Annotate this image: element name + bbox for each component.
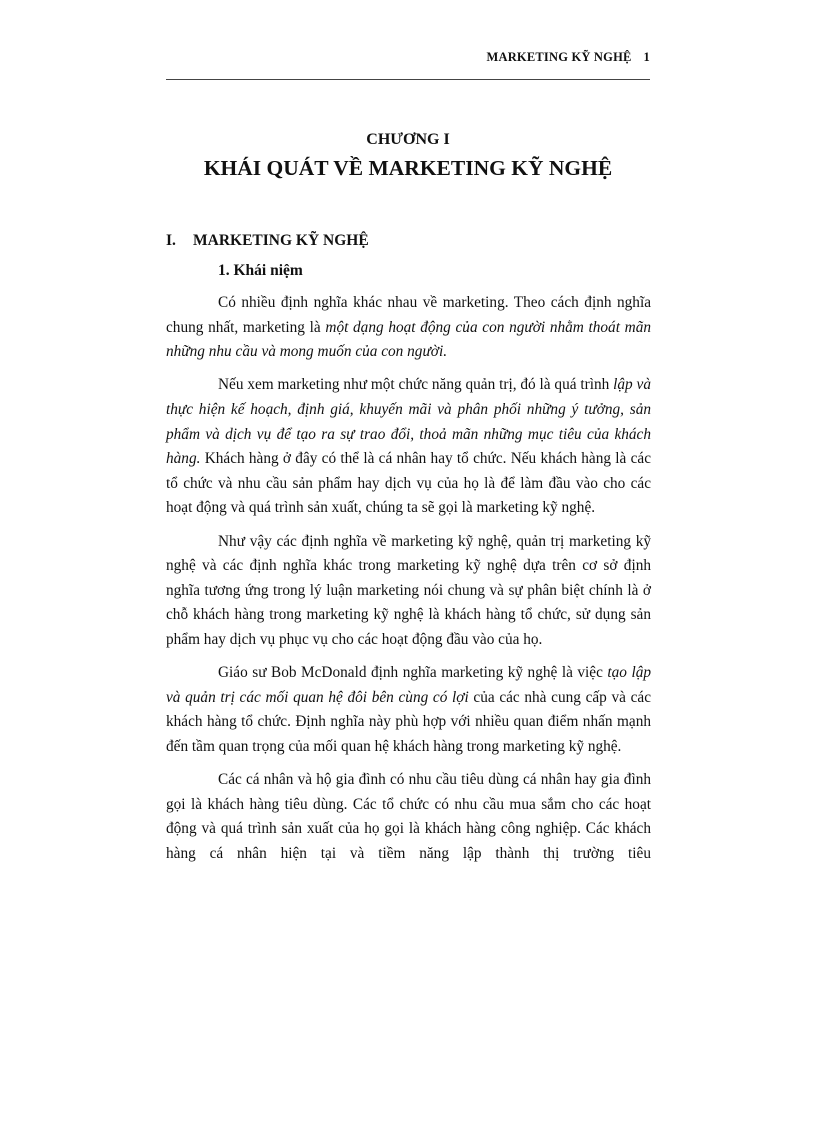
subsection-heading: 1. Khái niệm <box>218 262 303 279</box>
paragraph-5: Các cá nhân và hộ gia đình có nhu cầu tiêu dùng cá nhân hay gia đình gọi là khách hàng tiêu dùng. Các tổ chức có nhu cầu mua sắm cho các hoạt động và quá trình sản xuất của họ gọi là khách hàng công nghiệp. Các khách hàng cá nhân hiện tại và tiềm năng lập thành thị trường tiêu <box>166 771 651 862</box>
paragraph-1 <box>166 291 651 365</box>
paragraph-2-emphasis: lập và thực hiện kế hoạch, định giá, khuyến mãi và phân phối những ý tưởng, sản phẩm và dịch vụ để tạo ra sự trao đổi, thoả mãn những mục tiêu của khách hàng. <box>166 376 651 468</box>
section-heading <box>166 232 369 250</box>
chapter-title: KHÁI QUÁT VỀ MARKETING KỸ NGHỆ <box>203 156 613 180</box>
section-title: MARKETING KỸ NGHỆ <box>193 232 369 249</box>
chapter-label: CHƯƠNG I <box>366 131 450 148</box>
paragraph-4 <box>166 661 651 759</box>
paragraph-1-emphasis: một dạng hoạt động của con người nhằm thoát mãn những nhu cầu và mong muốn của con người. <box>166 318 651 361</box>
paragraph-2-tail: Khách hàng ở đây có thể là cá nhân hay tổ chức. Nếu khách hàng là các tổ chức và nhu cầu sản phẩm hay dịch vụ của họ là để làm đầu vào cho các hoạt động và quá trình sản xuất, chúng ta sẽ gọi là marketing kỹ nghệ. <box>166 450 651 517</box>
paragraph-3: Như vậy các định nghĩa về marketing kỹ nghệ, quản trị marketing kỹ nghệ và các định nghĩa khác trong marketing kỹ nghệ dựa trên cơ sở định nghĩa tương ứng trong lý luận marketing nói chung và sự phân biệt chính là ở chỗ khách hàng trong marketing kỹ nghệ là khách hàng tổ chức, sử dụng sản phẩm hay dịch vụ phục vụ cho các hoạt động đầu vào của họ. <box>166 532 651 648</box>
header-rule <box>166 79 650 80</box>
paragraph-4-tail: của các nhà cung cấp và các khách hàng tổ chức. Định nghĩa này phù hợp với nhiều quan điểm nhấn mạnh đến tầm quan trọng của mối quan hệ khách hàng trong marketing kỹ nghệ. <box>166 688 651 755</box>
running-header <box>166 50 650 65</box>
paragraph-4-text: Giáo sư Bob McDonald định nghĩa marketing kỹ nghệ là việc <box>218 664 608 682</box>
paragraph-4-emphasis: tạo lập và quản trị các mối quan hệ đôi bên cùng có lợi <box>166 664 652 706</box>
paragraph-2 <box>166 373 651 521</box>
running-title: MARKETING KỸ NGHỆ <box>486 50 632 64</box>
section-number: I. <box>166 232 176 249</box>
paragraph-2-text: Nếu xem marketing như một chức năng quản trị, đó là quá trình <box>218 376 614 394</box>
page-number: 1 <box>643 50 650 64</box>
body-text <box>166 291 651 875</box>
paragraph-1-text: Có nhiều định nghĩa khác nhau về marketing. Theo cách định nghĩa chung nhất, marketing là <box>166 294 651 336</box>
